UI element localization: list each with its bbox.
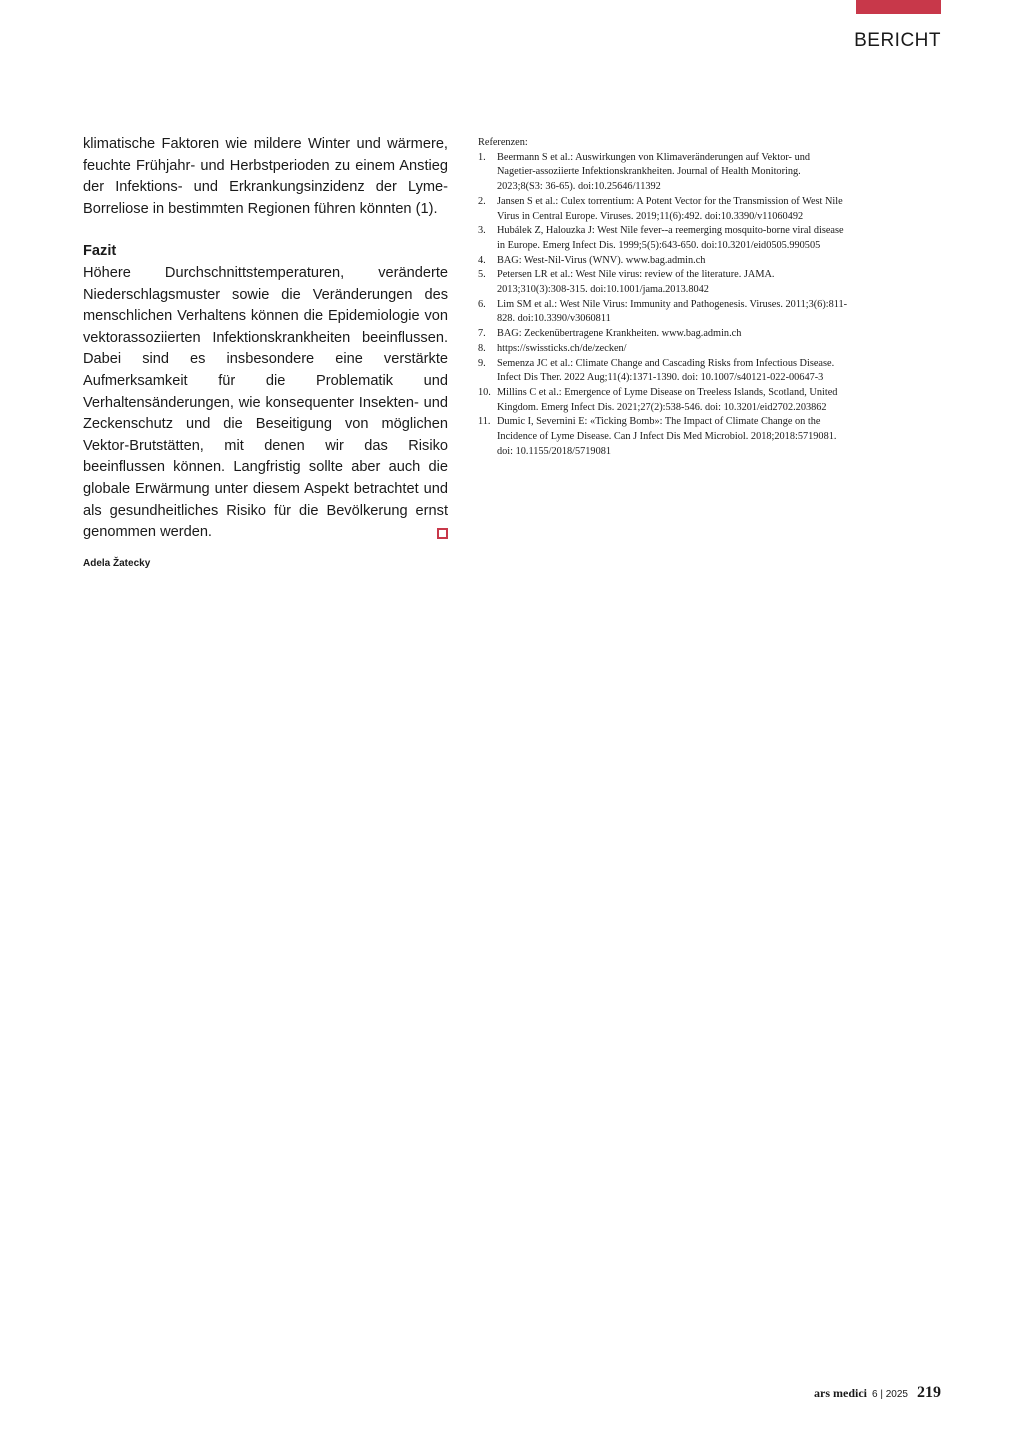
reference-number: 4. <box>478 254 486 266</box>
reference-number: 5. <box>478 269 486 281</box>
reference-item <box>478 254 848 269</box>
reference-number: 11. <box>478 416 491 428</box>
reference-item <box>478 151 848 195</box>
reference-text: Dumic I, Severnini E: «Ticking Bomb»: The Impact of Climate Change on the Incidence of Lyme Disease. Can J Infect Dis Med Microbiol. 2018;2018:5719081. doi: 10.1155/2018/5719081 <box>497 416 837 457</box>
author-name: Adela Žatecky <box>83 557 151 569</box>
reference-item <box>478 415 848 459</box>
reference-item <box>478 224 848 253</box>
reference-number: 10. <box>478 386 491 398</box>
reference-item <box>478 298 848 327</box>
reference-item <box>478 357 848 386</box>
issue-number: 6 | 2025 <box>872 1389 908 1400</box>
journal-name: ars medici <box>814 1386 868 1400</box>
reference-text: Jansen S et al.: Culex torrentium: A Potent Vector for the Transmission of West Nile Virus in Central Europe. Viruses. 2019;11(6):492. doi:10.3390/v11060492 <box>497 195 843 222</box>
header-accent-bar <box>856 0 941 14</box>
reference-text: Hubálek Z, Halouzka J: West Nile fever--a reemerging mosquito-borne viral disease in Europe. Emerg Infect Dis. 1999;5(5):643-650. doi:10.3201/eid0505.990505 <box>497 225 844 251</box>
reference-number: 6. <box>478 298 486 310</box>
reference-number: 9. <box>478 357 486 369</box>
page-footer <box>814 1384 941 1402</box>
reference-text: Petersen LR et al.: West Nile virus: review of the literature. JAMA. 2013;310(3):308-315. doi:10.1001/jama.2013.8042 <box>497 269 775 296</box>
reference-number: 7. <box>478 328 486 340</box>
reference-item <box>478 342 848 357</box>
reference-text: Millins C et al.: Emergence of Lyme Disease on Treeless Islands, Scotland, United Kingdom. Emerg Infect Dis. 2021;27(2):538-546. doi: 10.3201/eid2702.203862 <box>497 386 838 413</box>
references-heading: Referenzen: <box>478 137 528 148</box>
reference-number: 2. <box>478 195 486 207</box>
reference-text: Lim SM et al.: West Nile Virus: Immunity and Pathogenesis. Viruses. 2011;3(6):811-828. doi:10.3390/v3060811 <box>497 298 848 325</box>
reference-item <box>478 195 848 224</box>
reference-item <box>478 386 848 415</box>
square-end-icon <box>437 528 448 539</box>
references-list <box>478 151 848 460</box>
reference-item <box>478 268 848 297</box>
reference-item <box>478 327 848 342</box>
intro-paragraph: klimatische Faktoren wie mildere Winter und wärmere, feuchte Frühjahr- und Herbstperioden zu einem Anstieg der Infektions- und Erkrankungsinzidenz der Lyme-Borreliose in bestimmten Regionen führen könnten (1). <box>83 136 448 217</box>
reference-text: BAG: Zeckenübertragene Krankheiten. www.bag.admin.ch <box>497 328 742 340</box>
reference-text: Semenza JC et al.: Climate Change and Cascading Risks from Infectious Disease. Infect Dis Ther. 2022 Aug;11(4):1371-1390. doi: 10.1007/s40121-022-00647-3 <box>497 357 835 384</box>
reference-text: BAG: West-Nil-Virus (WNV). www.bag.admin.ch <box>497 254 706 266</box>
reference-number: 3. <box>478 225 486 237</box>
section-label: BERICHT <box>854 30 941 51</box>
fazit-heading: Fazit <box>83 243 117 260</box>
reference-number: 8. <box>478 342 486 354</box>
article-column <box>83 134 448 569</box>
reference-text: Beermann S et al.: Auswirkungen von Klimaveränderungen auf Vektor- und Nagetier-assoziierte Infektionskrankheiten. Journal of Health Monitoring. 2023;8(S3: 36-65). doi:10.25646/11392 <box>497 151 811 193</box>
fazit-paragraph <box>83 263 448 544</box>
reference-link: https://swissticks.ch/de/zecken/ <box>497 342 627 354</box>
reference-number: 1. <box>478 151 486 163</box>
page-number: 219 <box>917 1384 941 1401</box>
references-column <box>478 136 848 459</box>
fazit-text: Höhere Durchschnittstemperaturen, veränderte Niederschlagsmuster sowie die Veränderungen des menschlichen Verhaltens können die Epidemiologie von vektorassoziierten Infektionskrankheiten beeinflussen. Dabei sind es insbesondere eine verstärkte Aufmerksamkeit für die Problematik und Verhaltensänderungen, wie konsequenter Insekten- und Zeckenschutz und die Beseitigung von möglichen Vektor-Brutstätten, mit denen wir das Risiko beeinflussen können. Langfristig sollte aber auch die globale Erwärmung unter diesem Aspekt betrachtet und als gesundheitliches Risiko für die Bevölkerung ernst genommen werden. <box>83 264 448 541</box>
